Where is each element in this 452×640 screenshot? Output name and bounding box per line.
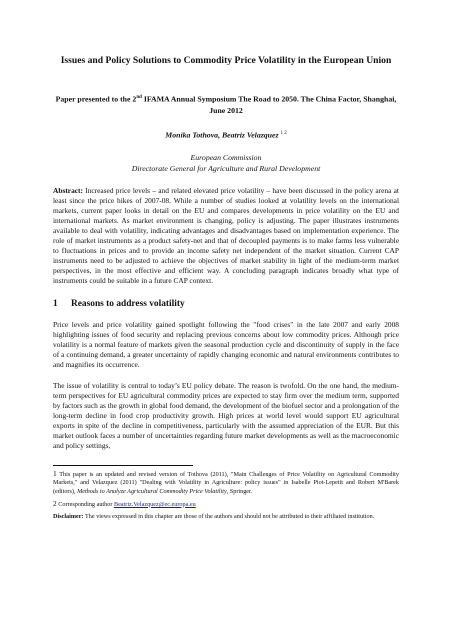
disclaimer <box>53 513 399 521</box>
section-number: 1 <box>53 299 58 310</box>
author-names: Monika Tothova, Beatriz Velazquez <box>165 130 279 140</box>
paper-title: Issues and Policy Solutions to Commodity Price Volatility in the European Union <box>60 55 392 66</box>
disclaimer-text: The views expressed in this chapter are those of the authors and should not be attributed to their affiliated institution. <box>83 513 375 520</box>
body-paragraph: Price levels and price volatility gained spotlight following the "food crises" in the late 2007 and early 2008 highlighting issues of food security and replacing previous concerns about low commodity prices. Although price volatility is a normal feature of markets given the seasonal production cycle and discontinuity of supply in the face of a continuing demand, a greater uncertainty of rapidly changing economic and natural environments contributes to and magnifies its occurrence. <box>53 320 399 370</box>
affiliation-line-2: Directorate General for Agriculture and Rural Development <box>131 163 321 173</box>
affiliation <box>53 153 399 174</box>
conference-note <box>53 92 399 116</box>
footnote-2-mark: 2 <box>53 498 57 508</box>
abstract <box>53 186 399 286</box>
section-title: Reasons to address volatility <box>71 299 185 310</box>
footnote-1-text-a: This paper is an updated and revised version of Tothova (2011), "Main Challenges of Price Volatility on Agricultural Commodity Markets," and Velazquez (2011) "Dealing with Volatility in Agriculture: policy issues" in Isabelle Piot-Lepetit and Robert M'Barek (editors), <box>53 471 399 495</box>
disclaimer-label: Disclaimer: <box>53 513 84 520</box>
section-heading <box>53 298 399 310</box>
footnote-2 <box>53 500 399 509</box>
abstract-text: Increased price levels – and related elevated price volatility – have been discussed in the policy arena at least since the price hikes of 2007-08. While a number of studies looked at volatility levels on the international markets, current paper looks in detail on the EU and compares developments in price volatility on the EU and international markets. As market environment is changing, policy is adjusting. The paper illustrates instruments available to deal with volatility, indicating advantages and disadvantages based on implementation experience. The role of market instruments as a product safety-net and that of decoupled payments is to make farms less vulnerable to fluctuations in prices and to provide an income safety net independent of the market situation. Current CAP instruments need to be adjusted to achieve the objectives of market stability in light of the medium-term market perspectives, in the most effective and efficient way. A concluding paragraph indicates broadly what type of instruments could be suitable in a future CAP context. <box>53 186 399 286</box>
authors <box>53 128 399 141</box>
footnote-1-text-b: , Springer. <box>226 487 253 495</box>
footnote-1-book-title: Methods to Analyze Agricultural Commodity Price Volatility <box>77 487 227 495</box>
author-email-link[interactable]: Beatriz.Velazquez@ec.europa.eu <box>113 500 196 508</box>
footnote-divider <box>53 465 193 466</box>
footnote-1-mark: 1 <box>53 469 57 479</box>
conference-note-pre: Paper presented to the 2 <box>55 94 137 104</box>
footnote-2-text: Corresponding author <box>56 500 114 508</box>
conference-note-sup: nd <box>136 95 142 100</box>
author-footnote-marks: 1 2 <box>280 130 287 136</box>
abstract-label: Abstract: <box>53 186 83 196</box>
affiliation-line-1: European Commission <box>190 153 262 163</box>
footnote-1 <box>53 470 399 496</box>
body-paragraph: The issue of volatility is central to today’s EU policy debate. The reason is twofold. On the one hand, the medium-term perspectives for EU agricultural commodity prices are expected to stay firm over the medium term, supported by factors such as the growth in global food demand, the development of the biofuel sector and a prolongation of the long-term decline in food crop productivity growth. High prices at world level would support EU agricultural exports in spite of the decline in competitiveness, particularly with the assumed appreciation of the EUR. But this market outlook faces a number of uncertainties regarding future market developments as well as the macroeconomic and policy settings, <box>53 381 399 451</box>
conference-note-post: IFAMA Annual Symposium The Road to 2050. The China Factor, Shanghai, June 2012 <box>141 94 397 115</box>
